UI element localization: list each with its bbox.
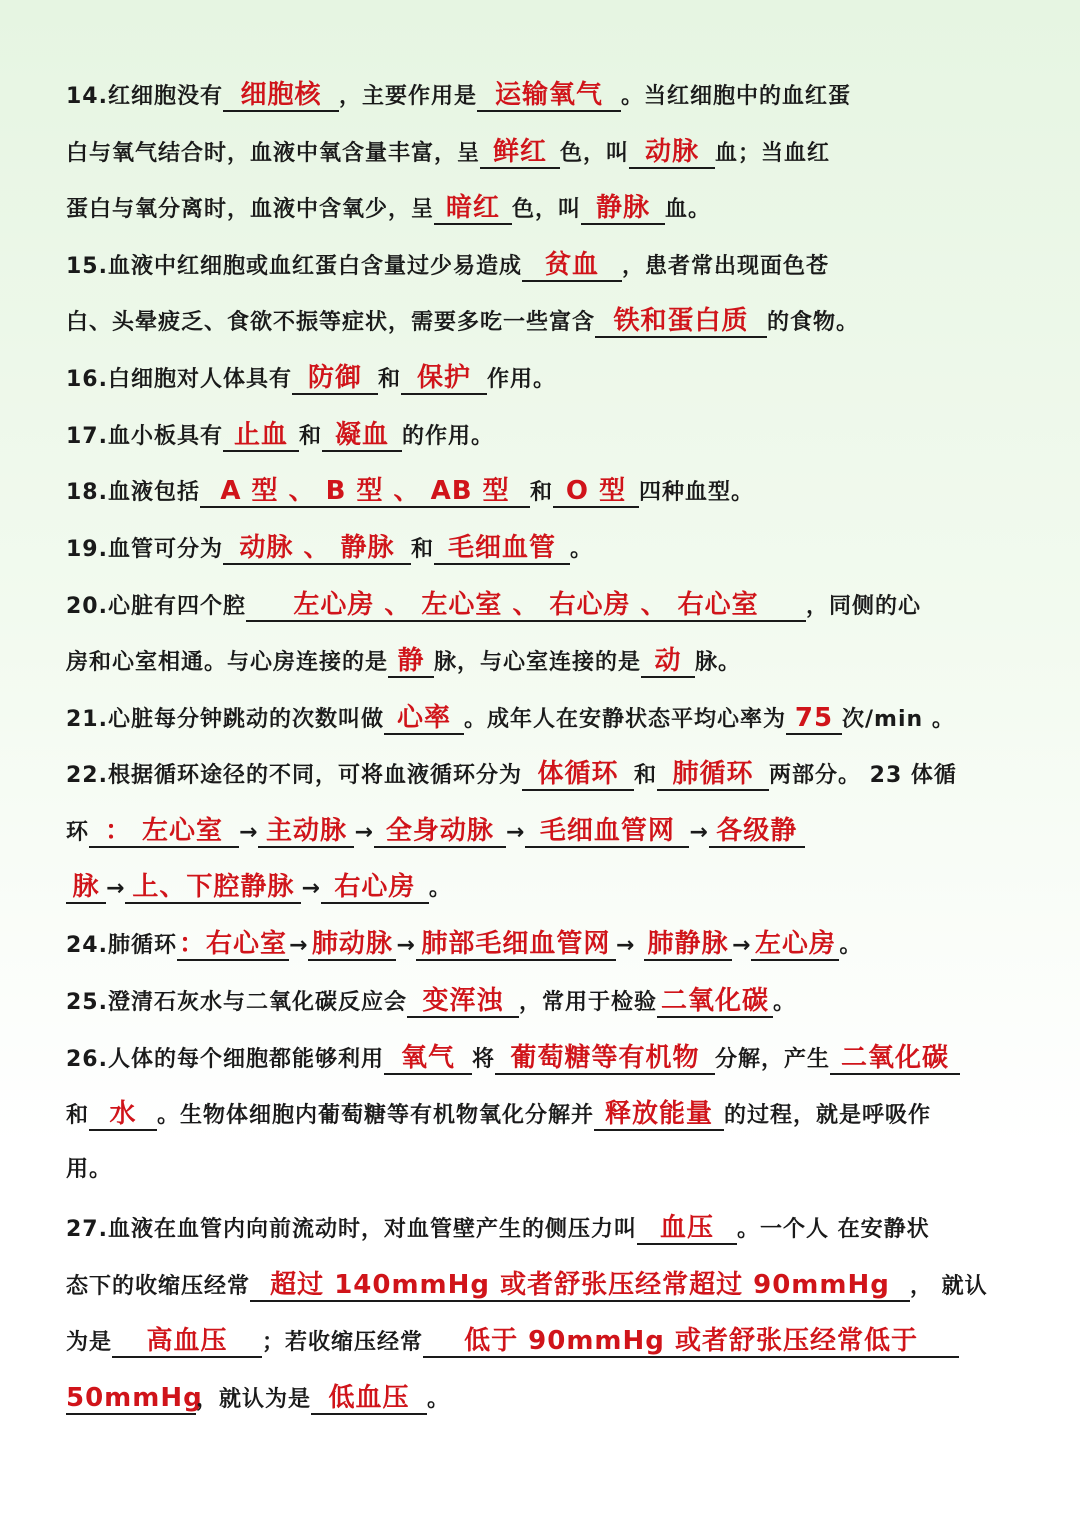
- text: 和: [66, 1103, 90, 1128]
- text: ；若收缩压经常: [262, 1330, 424, 1355]
- q20-line1: [66, 590, 1016, 624]
- q15-line1: [66, 250, 1016, 284]
- text: 17.血小板具有: [66, 424, 223, 449]
- text: 白、头晕疲乏、食欲不振等症状，需要多吃一些富含: [66, 310, 596, 335]
- answer-blank: 肺静脉: [644, 929, 732, 961]
- answer-blank: 二氧化碳: [657, 986, 773, 1018]
- text: 白与氧气结合时，血液中氧含量丰富，呈: [66, 141, 481, 166]
- answer-blank: 止血: [223, 420, 299, 452]
- answer-blank: 主动脉: [258, 816, 354, 848]
- answer-blank: A 型 、 B 型 、 AB 型: [200, 476, 530, 508]
- text: 和: [377, 367, 401, 392]
- arrow: →: [354, 820, 374, 845]
- text: 色，叫: [560, 141, 630, 166]
- text: 26.人体的每个细胞都能够利用: [66, 1047, 384, 1072]
- text: 的过程，就是呼吸作: [724, 1103, 932, 1128]
- text: 四种血型。: [639, 480, 755, 505]
- q22-line: [66, 759, 1016, 793]
- answer-blank: 肺部毛细血管网: [416, 929, 616, 961]
- text: 蛋白与氧分离时，血液中含氧少，呈: [66, 197, 435, 222]
- answer-blank: 暗红: [434, 193, 512, 225]
- arrow: →: [689, 820, 709, 845]
- text: 。: [427, 1387, 451, 1412]
- answer-blank: 全身动脉: [374, 816, 506, 848]
- answer-blank: 动: [641, 646, 695, 678]
- answer-blank: ：右心室: [178, 929, 287, 959]
- text: 脉。: [695, 650, 742, 675]
- answer-blank: 肺循环: [657, 759, 769, 791]
- text: 。: [570, 537, 594, 562]
- q15-line2: [66, 306, 1016, 340]
- text: 。一个人 在安静状: [736, 1217, 930, 1242]
- text: 。: [428, 876, 452, 901]
- q26-line3: [66, 1153, 1016, 1187]
- answer-blank: 肺动脉: [308, 929, 396, 961]
- arrow: →: [288, 933, 309, 958]
- q25-line: [66, 986, 1016, 1020]
- text: 14.红细胞没有: [66, 84, 223, 109]
- text: ， 就认: [910, 1274, 988, 1299]
- answer-blank: 毛细血管网: [525, 816, 689, 848]
- answer-blank: 50mmHg: [66, 1383, 203, 1413]
- text: 16.白细胞对人体具有: [66, 367, 292, 392]
- answer-blank: ： 左心室: [89, 816, 239, 848]
- text: ，主要作用是: [338, 84, 477, 109]
- answer-blank: 右心房: [321, 872, 429, 904]
- answer-blank: 细胞核: [223, 80, 339, 112]
- text: 24.肺循环: [66, 933, 177, 958]
- arrow: →: [106, 876, 126, 901]
- text: 血。: [665, 197, 712, 222]
- text: 将: [471, 1047, 495, 1072]
- text: 的作用。: [402, 424, 495, 449]
- answer-blank: O 型: [553, 476, 639, 508]
- text: 色，叫: [512, 197, 582, 222]
- answer-blank: 静: [388, 646, 434, 678]
- answer-blank: 左心房 、 左心室 、 右心房 、 右心室: [246, 590, 806, 622]
- arrow: →: [505, 820, 526, 845]
- answer-blank: 铁和蛋白质: [595, 306, 767, 338]
- q27-line2: [66, 1270, 1016, 1304]
- text: 27.血液在血管内向前流动时，对血管壁产生的侧压力叫: [66, 1217, 637, 1242]
- q23-line2: [66, 872, 1016, 906]
- text: 次/min 。: [842, 707, 955, 732]
- text: 21.心脏每分钟跳动的次数叫做: [66, 707, 384, 732]
- answer-blank: 释放能量: [594, 1099, 724, 1131]
- text: 。生物体细胞内葡萄糖等有机物氧化分解并: [157, 1103, 595, 1128]
- answer-blank: 静脉: [581, 193, 665, 225]
- answer-blank: 超过 140mmHg 或者舒张压经常超过 90mmHg: [250, 1270, 910, 1302]
- answer-blank: 动脉 、 静脉: [223, 533, 411, 565]
- q16-line: [66, 363, 1016, 397]
- text: 和: [410, 537, 434, 562]
- answer-blank: 左心房: [751, 929, 839, 961]
- answer-blank: 二氧化碳: [830, 1043, 960, 1075]
- answer-blank: 葡萄糖等有机物: [495, 1043, 715, 1075]
- answer-blank: 鲜红: [480, 137, 560, 169]
- q17-line: [66, 420, 1016, 454]
- answer-blank: 运输氧气: [477, 80, 621, 112]
- q26-line1: [66, 1043, 1016, 1077]
- text: 18.血液包括: [66, 480, 200, 505]
- text: 22.根据循环途径的不同，可将血液循环分为: [66, 763, 522, 788]
- text: 和: [298, 424, 322, 449]
- answer-blank: 血压: [637, 1213, 737, 1245]
- text: 环: [66, 820, 90, 845]
- answer-blank: 脉: [66, 872, 106, 904]
- answer-blank: 低血压: [311, 1383, 427, 1415]
- text: 和: [633, 763, 657, 788]
- text: 脉，与心室连接的是: [434, 650, 642, 675]
- answer-blank: 贫血: [522, 250, 622, 282]
- q14-line1: [66, 80, 1016, 114]
- text: ，同侧的心: [805, 594, 921, 619]
- arrow: →: [301, 876, 321, 901]
- q27-line3: [66, 1326, 1016, 1360]
- text: 和: [529, 480, 553, 505]
- answer-blank: 体循环: [522, 759, 634, 791]
- text: 。: [839, 933, 863, 958]
- answer-blank: 毛细血管: [434, 533, 570, 565]
- text: 用。: [66, 1157, 113, 1182]
- arrow: →: [396, 933, 416, 958]
- answer-blank: 低于 90mmHg 或者舒张压经常低于: [423, 1326, 959, 1358]
- text: ，常用于检验: [518, 990, 657, 1015]
- text: 25.澄清石灰水与二氧化碳反应会: [66, 990, 407, 1015]
- q20-line2: [66, 646, 1016, 680]
- answer-blank: 氧气: [384, 1043, 472, 1075]
- text: 为是: [66, 1330, 113, 1355]
- answer-blank: 水: [89, 1099, 157, 1131]
- q27-line1: [66, 1213, 1016, 1247]
- q21-line: [66, 703, 1016, 737]
- text: 态下的收缩压经常: [66, 1274, 251, 1299]
- text: 19.血管可分为: [66, 537, 223, 562]
- text: 15.血液中红细胞或血红蛋白含量过少易造成: [66, 254, 522, 279]
- answer-blank: 上、下腔静脉: [125, 872, 301, 904]
- answer-blank: 75: [786, 703, 842, 735]
- arrow: →: [731, 933, 752, 958]
- q14-line2: [66, 137, 1016, 171]
- q18-line: [66, 476, 1016, 510]
- answer-blank: 变浑浊: [407, 986, 519, 1018]
- answer-blank: 高血压: [112, 1326, 262, 1358]
- answer-blank: 防御: [292, 363, 378, 395]
- text: ，患者常出现面色苍: [621, 254, 829, 279]
- q19-line: [66, 533, 1016, 567]
- text: 血；当血红: [715, 141, 831, 166]
- answer-blank: 保护: [401, 363, 487, 395]
- q26-line2: [66, 1099, 1016, 1133]
- q27-line4: [66, 1383, 1016, 1417]
- text: 20.心脏有四个腔: [66, 594, 246, 619]
- answer-blank: 各级静: [709, 816, 805, 848]
- text: 两部分。 23 体循: [769, 763, 957, 788]
- text: 分解，产生: [715, 1047, 831, 1072]
- text: 的食物。: [767, 310, 860, 335]
- answer-blank: 心率: [384, 703, 464, 735]
- text: 房和心室相通。与心房连接的是: [66, 650, 389, 675]
- text: ，就认为是: [196, 1387, 312, 1412]
- arrow: →: [239, 820, 259, 845]
- answer-blank: 动脉: [629, 137, 715, 169]
- q24-line: [66, 929, 1016, 963]
- q14-line3: [66, 193, 1016, 227]
- answer-blank: 凝血: [322, 420, 402, 452]
- text: 。当红细胞中的血红蛋: [621, 84, 852, 109]
- arrow: →: [615, 933, 644, 958]
- text: 作用。: [487, 367, 557, 392]
- q23-line1: [66, 816, 1016, 850]
- text: 。成年人在安静状态平均心率为: [463, 707, 786, 732]
- text: 。: [773, 990, 797, 1015]
